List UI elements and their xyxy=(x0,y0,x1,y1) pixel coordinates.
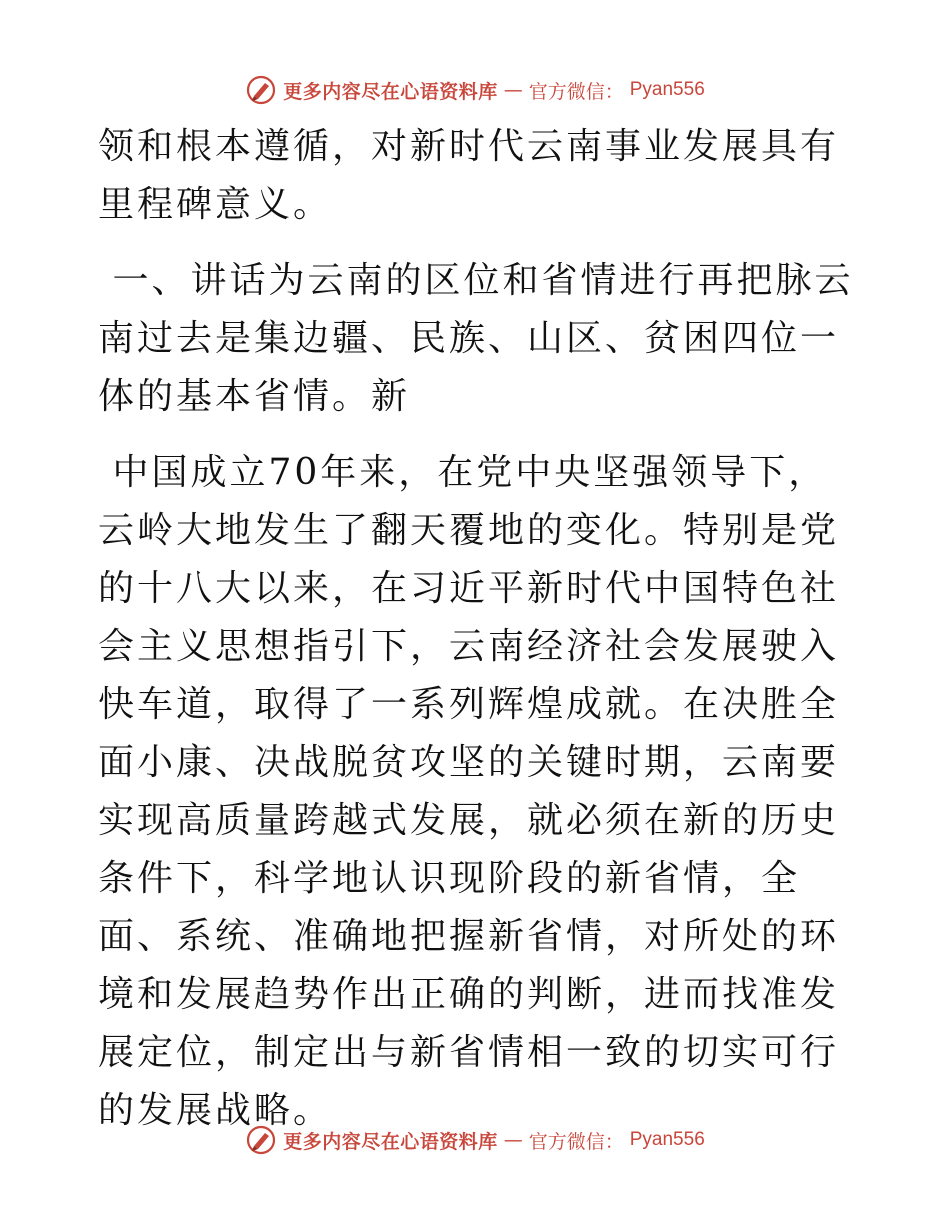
banner-separator: — xyxy=(503,1129,523,1151)
banner-brand-text: 更多内容尽在心语资料库 xyxy=(283,80,498,103)
header-banner xyxy=(0,70,950,110)
banner-contact-id: Pyan556 xyxy=(629,1129,705,1150)
banner-contact-label: 官方微信： xyxy=(528,1130,624,1153)
pen-logo-icon xyxy=(245,74,277,106)
paragraph-2: 一、讲话为云南的区位和省情进行再把脉云南过去是集边疆、民族、山区、贫困四位一体的基本省情。新 xyxy=(98,260,854,417)
banner-contact-id: Pyan556 xyxy=(629,79,705,100)
pen-logo-icon xyxy=(245,1124,277,1156)
footer-banner xyxy=(0,1120,950,1160)
paragraph-3: 中国成立70年来，在党中央坚强领导下，云岭大地发生了翻天覆地的变化。特别是党的十八大以来，在习近平新时代中国特色社会主义思想指引下，云南经济社会发展驶入快车道，取得了一系列辉煌成就。在决胜全面小康、决战脱贫攻坚的关键时期，云南要实现高质量跨越式发展，就必须在新的历史条件下，科学地认识现阶段的新省情，全面、系统、准确地把握新省情，对所处的环境和发展趋势作出正确的判断，进而找准发展定位，制定出与新省情相一致的切实可行的发展战略。 xyxy=(98,452,840,1131)
banner-contact-label: 官方微信： xyxy=(528,80,624,103)
document-body xyxy=(98,118,858,1140)
paragraph-1: 领和根本遵循，对新时代云南事业发展具有里程碑意义。 xyxy=(98,126,840,225)
banner-separator: — xyxy=(503,79,523,101)
banner-brand-text: 更多内容尽在心语资料库 xyxy=(283,1130,498,1153)
